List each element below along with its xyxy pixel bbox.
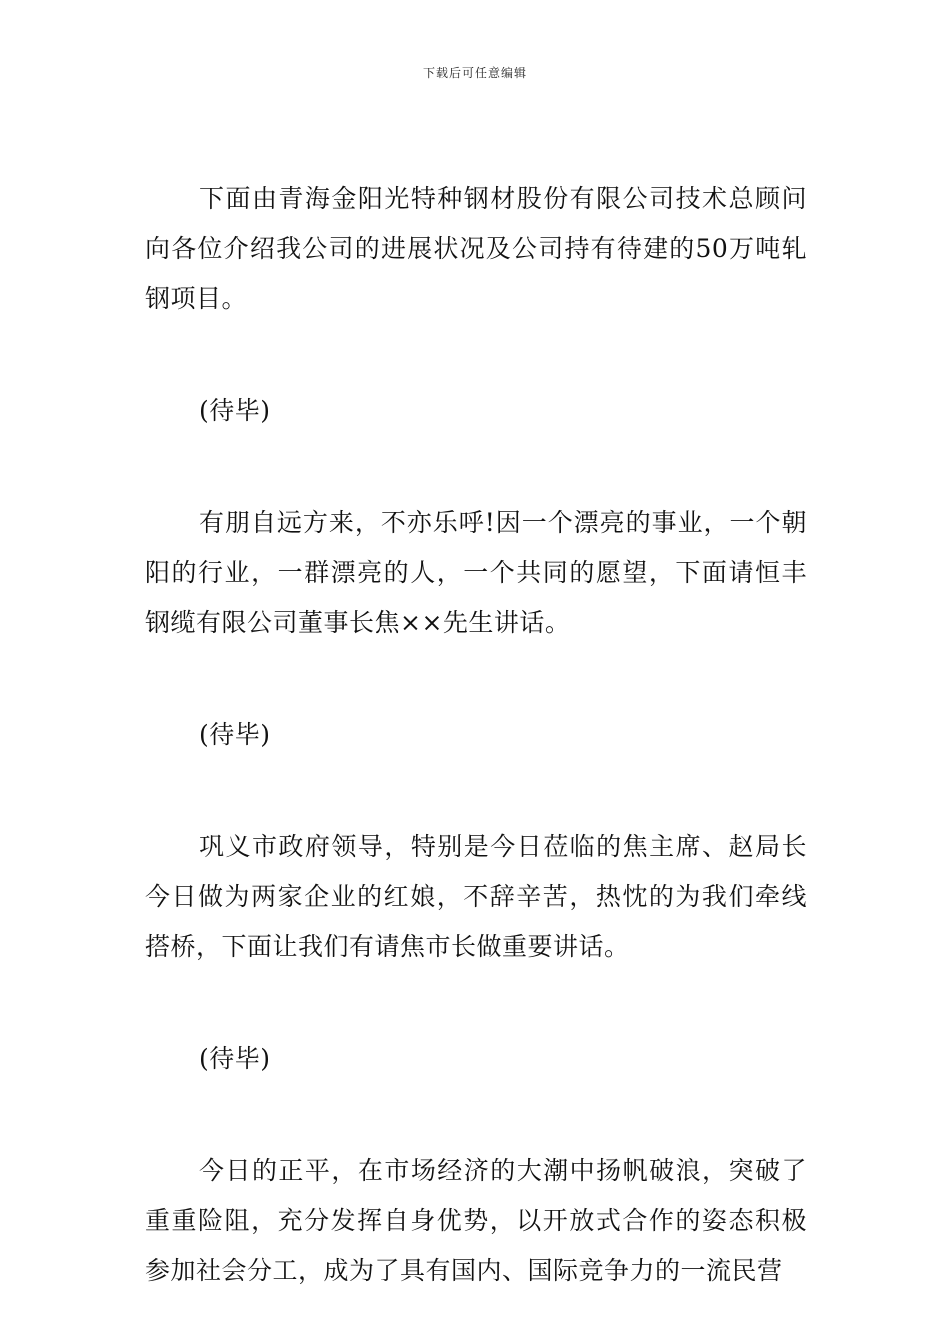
paragraph-intro-chairman: 有朋自远方来，不亦乐呼!因一个漂亮的事业，一个朝阳的行业，一群漂亮的人，一个共同的愿望，下面请恒丰钢缆有限公司董事长焦××先生讲话。: [145, 508, 807, 637]
page-header: 下载后可任意编辑: [422, 66, 527, 80]
paragraph-intro-mayor: 巩义市政府领导，特别是今日莅临的焦主席、赵局长今日做为两家企业的红娘，不辞辛苦，热忱的为我们牵线搭桥，下面让我们有请焦市长做重要讲话。: [145, 832, 807, 961]
paragraph-company-intro: 今日的正平，在市场经济的大潮中扬帆破浪，突破了重重险阻，充分发挥自身优势，以开放式合作的姿态积极参加社会分工，成为了具有国内、国际竞争力的一流民营: [145, 1156, 807, 1285]
paragraph-pause-1: (待毕): [199, 396, 271, 425]
paragraph-pause-3: (待毕): [199, 1044, 271, 1073]
paragraph-pause-2: (待毕): [199, 720, 271, 749]
paragraph-intro-tech-advisor: 下面由青海金阳光特种钢材股份有限公司技术总顾问向各位介绍我公司的进展状况及公司持有待建的50万吨轧钢项目。: [145, 184, 807, 313]
document-body: [145, 174, 807, 1296]
